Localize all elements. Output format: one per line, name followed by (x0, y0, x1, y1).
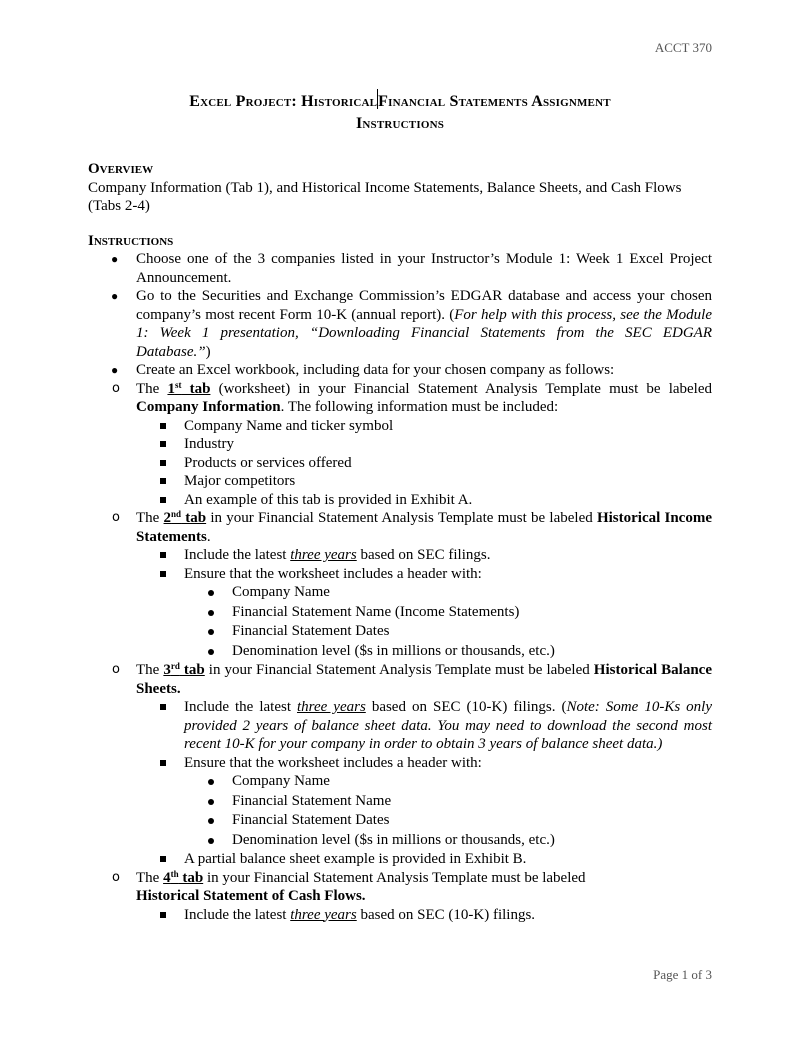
tab-2-ordinal (164, 510, 207, 526)
square-bullet-icon (160, 478, 166, 484)
tab-4-requirements (136, 906, 712, 925)
list-item (184, 472, 712, 491)
tab-1-mid: (worksheet) in your Financial Statement Analysis Template must be labeled (210, 380, 712, 397)
list-item (184, 491, 712, 510)
tab-2-pre: The (136, 510, 164, 526)
list-item (184, 754, 712, 851)
latest-years: three years (297, 699, 366, 715)
circle-bullet-icon: o (112, 380, 120, 396)
square-bullet-icon (160, 423, 166, 429)
list-item (232, 811, 712, 831)
requirement-text: Company Name and ticker symbol (184, 417, 394, 434)
header-item-text: Company Name (232, 773, 330, 789)
square-bullet-icon (160, 760, 166, 766)
title-part-1: Excel Project: Historical (189, 93, 378, 110)
tab-3-item (112, 661, 712, 869)
tab-1-label: Company Information (136, 399, 281, 415)
page-number: Page 1 of 3 (653, 967, 712, 982)
tab-2-num: 2 (163, 510, 172, 526)
instructions-heading: Instructions (88, 232, 174, 249)
tab-2-mid: in your Financial Statement Analysis Template must be labeled (206, 510, 597, 526)
latest-years: three years (290, 547, 357, 563)
square-bullet-icon (160, 552, 166, 558)
title-line-2: Instructions (355, 115, 445, 132)
tab-1-num: 1 (167, 380, 175, 397)
tab-2-post: . (206, 528, 211, 545)
dot-bullet-icon (208, 779, 214, 785)
latest-pre: Include the latest (184, 547, 291, 563)
tab-2-requirements (136, 546, 712, 661)
bullet-icon: ● (111, 363, 119, 377)
tabs-list (112, 379, 712, 925)
requirement-text: Industry (184, 436, 234, 452)
tab-3-word: tab (179, 662, 205, 678)
dot-bullet-icon (208, 610, 214, 616)
list-item (184, 698, 712, 754)
tab-4-num: 4 (163, 869, 171, 886)
instruction-3-text: Create an Excel workbook, including data for your chosen company as follows: (136, 362, 615, 378)
list-item (184, 565, 712, 662)
list-item (232, 603, 712, 623)
square-bullet-icon (160, 704, 166, 710)
ensure-text: Ensure that the worksheet includes a header with: (184, 754, 482, 771)
square-bullet-icon (160, 497, 166, 503)
latest-post: based on SEC filings. (356, 547, 491, 563)
tab-1-ordinal (167, 381, 210, 397)
list-item (232, 772, 712, 792)
square-bullet-icon (160, 912, 166, 918)
tab-3-pre: The (136, 662, 164, 678)
list-item (88, 361, 712, 924)
tab-3-requirements (136, 698, 712, 869)
tab-4-label: Historical Statement of Cash Flows. (136, 888, 366, 904)
tab-4-word: tab (178, 869, 204, 886)
list-item (184, 454, 712, 473)
overview-heading: Overview (88, 161, 154, 177)
list-item (184, 417, 712, 436)
list-item (232, 622, 712, 642)
bullet-icon: ● (111, 252, 119, 266)
tab-1-requirements (136, 417, 712, 510)
instruction-1-text: Choose one of the 3 companies listed in your Instructor’s Module 1: Week 1 Excel Project Announcement. (136, 251, 712, 286)
square-bullet-icon (160, 441, 166, 447)
list-item (232, 583, 712, 603)
tab-3-ordinal (163, 662, 204, 678)
tab-1-word: tab (181, 380, 211, 397)
tab-2-word: tab (181, 510, 207, 526)
dot-bullet-icon (208, 590, 214, 596)
overview-text: Company Information (Tab 1), and Historical Income Statements, Balance Sheets, and Cash Flows (Tabs 2-4) (88, 179, 682, 214)
list-item (184, 906, 712, 925)
requirement-text: Products or services offered (184, 454, 352, 471)
tab-4-pre: The (136, 869, 164, 886)
header-item-text: Denomination level ($s in millions or thousands, etc.) (232, 831, 555, 848)
dot-bullet-icon (208, 818, 214, 824)
tab-4-item (112, 868, 712, 925)
tab-3-sup: rd (170, 661, 180, 671)
header-item-text: Denomination level ($s in millions or thousands, etc.) (232, 642, 555, 659)
tab-1-post: . The following information must be included: (280, 399, 559, 415)
list-item (88, 250, 712, 287)
latest-pre: Include the latest (184, 906, 291, 923)
instructions-list (88, 250, 712, 924)
list-item (232, 642, 712, 662)
instruction-2-end: ) (205, 343, 211, 360)
tab-2-item (112, 509, 712, 661)
tab-4-ordinal (163, 870, 203, 886)
header-item-text: Financial Statement Dates (232, 812, 390, 828)
list-item (184, 435, 712, 454)
course-code: ACCT 370 (654, 40, 712, 55)
header-item-text: Financial Statement Name (Income Statements) (232, 603, 520, 620)
header-items (184, 583, 712, 661)
square-bullet-icon (160, 571, 166, 577)
instruction-2-text: Go to the Securities and Exchange Commission’s EDGAR database and access your chosen company’s most recent Form 10-K (annual report). ( (136, 288, 712, 323)
ensure-text: Ensure that the worksheet includes a header with: (184, 565, 482, 582)
partial-example-text: A partial balance sheet example is provided in Exhibit B. (184, 851, 527, 867)
document-body (88, 160, 712, 924)
list-item (88, 287, 712, 361)
document-title (88, 89, 712, 135)
tab-3-num: 3 (163, 662, 171, 678)
list-item (232, 792, 712, 812)
tab-2-label: Historical Income Statements (136, 510, 712, 545)
tab-2-sup: nd (171, 509, 182, 519)
requirement-text: Major competitors (184, 473, 296, 489)
title-part-2: Financial Statements Assignment (378, 93, 611, 110)
tab-1-sup: st (174, 379, 182, 390)
latest-years: three years (290, 906, 357, 923)
tab-4-mid: in your Financial Statement Analysis Template must be labeled (203, 869, 586, 886)
list-item (184, 850, 712, 869)
circle-bullet-icon: o (112, 662, 120, 677)
dot-bullet-icon (208, 629, 214, 635)
circle-bullet-icon: o (112, 510, 120, 525)
requirement-text: An example of this tab is provided in Exhibit A. (184, 491, 473, 508)
instruction-2-help: For help with this process, see the Module 1: Week 1 presentation, “Downloading Financial Statements from the SEC EDGAR Database.” (136, 306, 712, 360)
header-item-text: Financial Statement Name (232, 792, 392, 809)
latest-post: based on SEC (10-K) filings. ( (365, 699, 567, 715)
dot-bullet-icon (208, 838, 214, 844)
tab-1-item (112, 379, 712, 510)
square-bullet-icon (160, 460, 166, 466)
bullet-icon: ● (111, 289, 119, 303)
circle-bullet-icon: o (112, 869, 120, 885)
dot-bullet-icon (208, 649, 214, 655)
dot-bullet-icon (208, 799, 214, 805)
header-item-text: Financial Statement Dates (232, 623, 390, 639)
list-item (232, 831, 712, 851)
tab-1-pre: The (136, 380, 168, 397)
header-items (184, 772, 712, 850)
list-item (184, 546, 712, 565)
square-bullet-icon (160, 856, 166, 862)
latest-pre: Include the latest (184, 699, 298, 715)
tab-3-label: Historical Balance Sheets. (136, 662, 712, 697)
balance-sheet-note: Note: Some 10-Ks only provided 2 years of balance sheet data. You may need to download the second most recent 10-K for your company in order to obtain 3 years of balance sheet data.) (184, 699, 712, 752)
header-item-text: Company Name (232, 584, 330, 600)
latest-post: based on SEC (10-K) filings. (356, 906, 536, 923)
tab-4-sup: th (170, 868, 179, 879)
tab-3-mid: in your Financial Statement Analysis Template must be labeled (204, 662, 594, 678)
